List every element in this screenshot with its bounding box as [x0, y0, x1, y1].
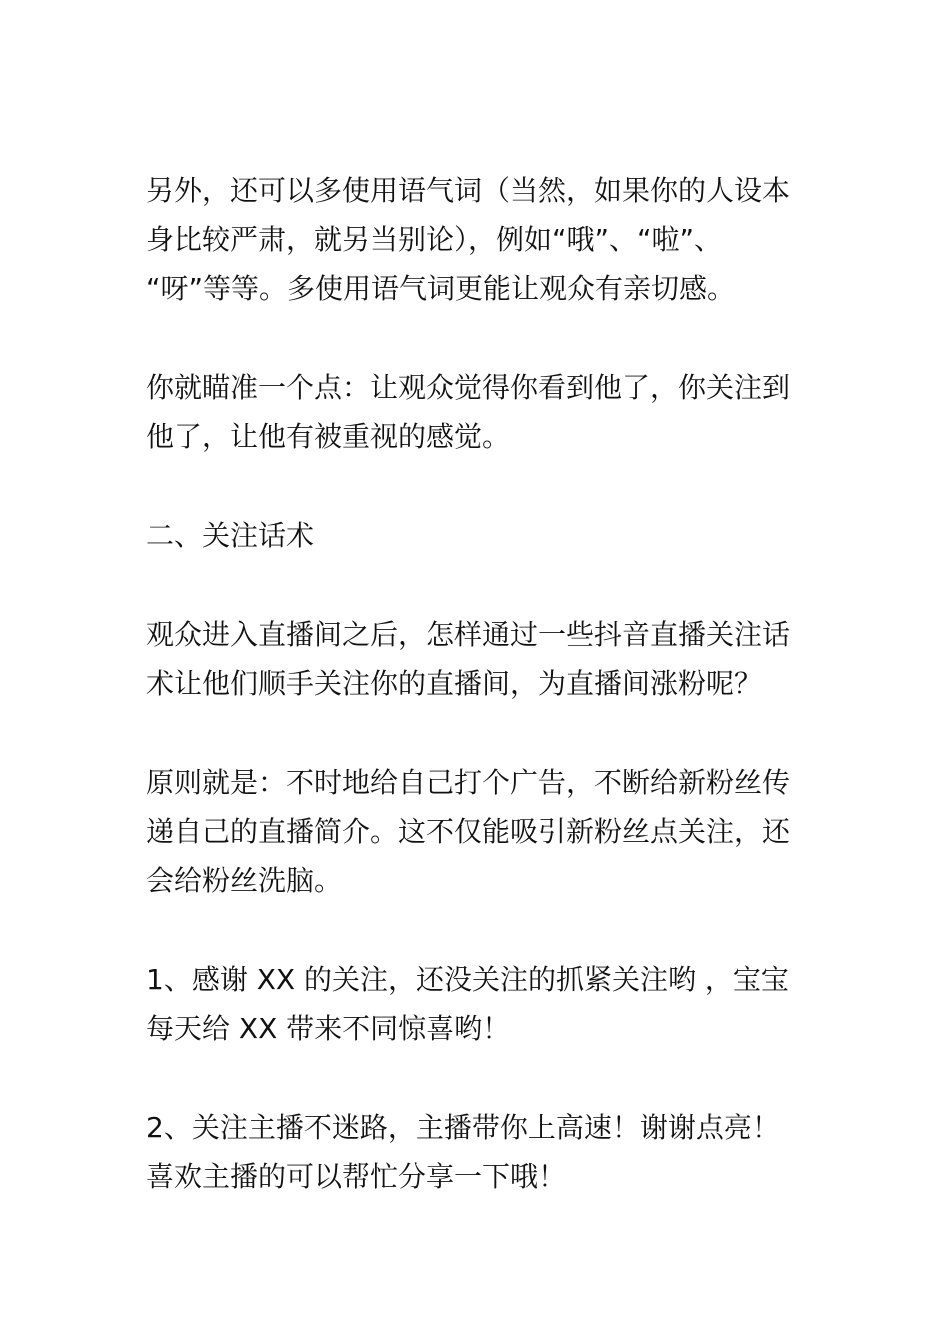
text-line: 术让他们顺手关注你的直播间，为直播间涨粉呢？ [146, 667, 763, 700]
text-line: 他了，让他有被重视的感觉。 [146, 420, 511, 453]
text-line: 喜欢主播的可以帮忙分享一下哦！ [146, 1160, 567, 1193]
heading-text: 二、关注话术 [146, 519, 315, 552]
text-line: 另外，还可以多使用语气词（当然，如果你的人设本 [146, 174, 791, 207]
paragraph-intro-question [146, 610, 811, 708]
paragraph-modal-particles [146, 166, 811, 313]
text-line: 身比较严肃，就另当别论），例如“哦”、“啦”、 [146, 223, 723, 256]
section-heading [146, 511, 811, 560]
list-item-2 [146, 1103, 811, 1201]
list-item-1 [146, 955, 811, 1053]
text-line: 1、感谢 XX 的关注，还没关注的抓紧关注哟 ，宝宝 [146, 963, 789, 996]
text-line: “呀”等等。多使用语气词更能让观众有亲切感。 [146, 272, 736, 305]
document-body [146, 166, 811, 1251]
paragraph-focus-point [146, 363, 811, 461]
text-line: 你就瞄准一个点：让观众觉得你看到他了，你关注到 [146, 371, 791, 404]
text-line: 观众进入直播间之后，怎样通过一些抖音直播关注话 [146, 618, 791, 651]
text-line: 原则就是：不时地给自己打个广告，不断给新粉丝传 [146, 766, 791, 799]
text-line: 递自己的直播简介。这不仅能吸引新粉丝点关注，还 [146, 815, 791, 848]
text-line: 会给粉丝洗脑。 [146, 864, 343, 897]
paragraph-principle [146, 758, 811, 905]
text-line: 2、关注主播不迷路，主播带你上高速！谢谢点亮！ [146, 1111, 780, 1144]
text-line: 每天给 XX 带来不同惊喜哟！ [146, 1012, 511, 1045]
